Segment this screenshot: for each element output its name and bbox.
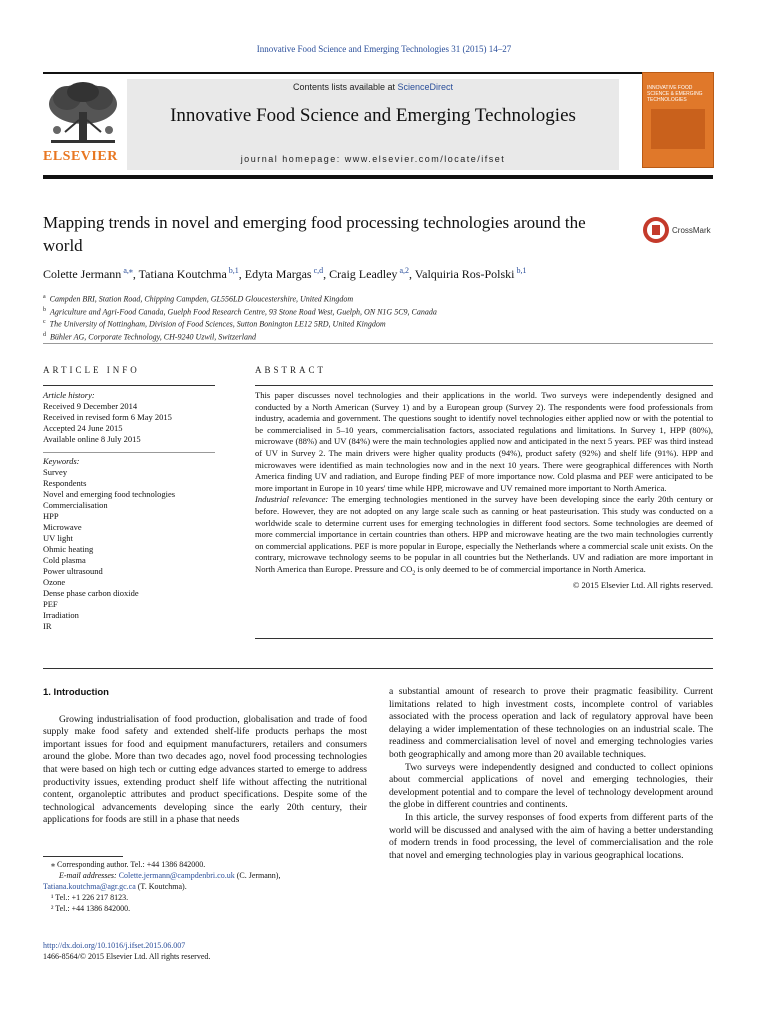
- keyword-item: Cold plasma: [43, 555, 86, 565]
- email-line-2: Tatiana.koutchma@agr.gc.ca (T. Koutchma).: [43, 882, 187, 891]
- abstract-text: [255, 390, 713, 592]
- doi-block: [43, 940, 210, 962]
- keyword-item: Survey: [43, 467, 68, 477]
- author-affiliation-marker[interactable]: b,1: [516, 266, 527, 275]
- author-separator: ,: [238, 267, 245, 281]
- journal-reference[interactable]: Innovative Food Science and Emerging Technologies 31 (2015) 14–27: [256, 44, 512, 54]
- svg-text:CrossMark: CrossMark: [672, 226, 711, 235]
- author-affiliation-marker[interactable]: b,1: [228, 266, 239, 275]
- author-name[interactable]: Colette Jermann: [43, 267, 122, 281]
- elsevier-tree-logo: [43, 80, 123, 148]
- footnote-2: ² Tel.: +44 1386 842000.: [51, 904, 131, 913]
- history-item: Available online 8 July 2015: [43, 434, 141, 444]
- keyword-item: Respondents: [43, 478, 87, 488]
- affiliation-list: [43, 292, 713, 343]
- footnote-1: ¹ Tel.: +1 226 217 8123.: [51, 893, 129, 902]
- author-name[interactable]: Craig Leadley: [329, 267, 398, 281]
- keywords-label: Keywords:: [43, 456, 80, 466]
- author-name[interactable]: Valquiria Ros-Polski: [414, 267, 515, 281]
- abstract-paragraph-2: Industrial relevance: The emerging technologies mentioned in the survey have been developing since the early 20th century or before. However, they are not adopted on any large scale such as canning or heat pasteurisation. This study was conducted on a worldwide scale to determine current uses for emerging technologies in different food sectors. Some technologies are deemed of more commercial importance in certain countries than others. HPP and microwave heating are the two main technologies currently on commercial applications. PEF is more popular in Europe, especially the Netherlands where a commercial scale unit exists. On the contrary, microwave technology seems to be popular in all countries but the Netherlands. UV and radiation are more important in North America than Europe. Pressure and $CO_2$ is only deemed to be of commercial importance in North America.: [255, 494, 713, 577]
- publisher-wordmark: ELSEVIER: [43, 149, 118, 164]
- cover-image: [651, 109, 705, 149]
- section-rule: [43, 343, 713, 344]
- abstract-copyright: © 2015 Elsevier Ltd. All rights reserved.: [572, 580, 713, 591]
- keyword-item: IR: [43, 621, 52, 631]
- cover-title: INNOVATIVE FOOD SCIENCE & EMERGING TECHNOLOGIES: [647, 85, 703, 103]
- crossmark-badge[interactable]: [642, 215, 714, 250]
- affiliation-item: $^a$ Campden BRI, Station Road, Chipping Campden, GL556LD Gloucestershire, United Kingdom: [43, 294, 354, 304]
- issn-line: 1466-8564/© 2015 Elsevier Ltd. All rights reserved.: [43, 952, 211, 961]
- abstract-rule: [255, 385, 713, 386]
- author-affiliation-marker[interactable]: c,d: [313, 266, 324, 275]
- keyword-item: Microwave: [43, 522, 82, 532]
- intro-paragraph-1-cont: a substantial amount of research to prove their pragmatic feasibility. Current limitations related to high investment costs, incomplete control of variables associated with the process operation and lack of regulatory approval have been delaying a wider implementation of these technologies on an industrial scale. The readiness and commercialisation level of novel and emerging technologies varies both geographically and among more than 20 available techniques.: [389, 686, 713, 760]
- intro-paragraph-1: Growing industrialisation of food production, globalisation and trade of food supply make food safety and extended shelf-life products perhaps the most important issues for food and equipment manufacturers, retailers and consumers around the globe. More than two decades ago, novel food processing technologies that were based on high tech or cutting edge advances started to emerge to address productivity issues, extending product shelf life without affecting the nutritional content, organoleptic attributes and product specifications. Despite some of the technological advancements developing since the early 20th century, their applications for foods are still in a phase that needs: [43, 713, 367, 826]
- affiliation-item: $^d$ Bühler AG, Corporate Technology, CH-9240 Uzwil, Switzerland: [43, 331, 257, 342]
- intro-paragraph-2: Two surveys were independently designed and conducted to collect opinions about commercial applications of novel and emerging technologies, their development potential and to compare the level of technology development around the globe in different countries and continents.: [389, 761, 713, 811]
- keyword-item: PEF: [43, 599, 58, 609]
- keyword-item: Commercialisation: [43, 500, 108, 510]
- abstract-paragraph-1: This paper discusses novel technologies and their applications in the world. Two surveys were independently designed and conducted by a North American (Survey 1) and by a European group (Survey 2). The respondents were food professionals from industry, academia and government. The questions sought to identify novel technologies either applied now or with the potential to be commercialised in 5–10 years, commercialisation factors, associated regulations and limitations. In Survey 1, HPP (80%), microwave (88%) and UV (84%) were the main technologies applied now and anticipated in the next 5 years. PEF was third instead of UV in Survey 2. The main drivers were higher quality products (94%), product safety (92%) and shelf life (91%). HPP and microwaves were identified as main technologies now and in the next 10 years. There were geographical differences with North America finding UV and radiation, and Europe finding PEF of more importance now. Cold plasma and PEF were anticipated to be more important in Europe in 10 years' time while HPP, microwave and UV remained more important to North America.: [255, 390, 713, 493]
- keyword-item: Novel and emerging food technologies: [43, 489, 176, 499]
- abstract-bottom-rule: [255, 638, 713, 639]
- history-item: Accepted 24 June 2015: [43, 423, 123, 433]
- article-title: Mapping trends in novel and emerging food processing technologies around the world: [43, 213, 586, 255]
- keyword-item: Ohmic heating: [43, 544, 94, 554]
- doi-link[interactable]: http://dx.doi.org/10.1016/j.ifset.2015.06.007: [43, 941, 186, 950]
- article-info-heading: ARTICLE INFO: [43, 365, 140, 375]
- keyword-item: HPP: [43, 511, 59, 521]
- author-name[interactable]: Tatiana Koutchma: [138, 267, 227, 281]
- keywords: [43, 456, 215, 632]
- footnotes: [43, 859, 373, 914]
- article-info-rule: [43, 385, 215, 386]
- keyword-item: Power ultrasound: [43, 566, 103, 576]
- section-title: 1. Introduction: [43, 687, 109, 698]
- header-rule-top: [43, 72, 713, 74]
- history-item: Received 9 December 2014: [43, 401, 138, 411]
- body-column-right: [389, 686, 713, 862]
- author-name[interactable]: Edyta Margas: [244, 267, 312, 281]
- affiliation-item: $^b$ Agriculture and Agri-Food Canada, Guelph Food Research Centre, 93 Stone Road West, Guelph, ON N1G 5C9, Canada: [43, 306, 437, 317]
- email-line: E-mail addresses: Colette.jermann@campdenbri.co.uk (C. Jermann),: [59, 871, 281, 880]
- author-list: [43, 266, 713, 282]
- history-item: Received in revised form 6 May 2015: [43, 412, 172, 422]
- body-rule: [43, 668, 713, 669]
- author-separator: ,: [409, 267, 415, 281]
- footnote-rule: [43, 856, 123, 857]
- journal-homepage[interactable]: journal homepage: www.elsevier.com/locate/ifset: [240, 154, 506, 164]
- journal-header-box: [127, 79, 619, 170]
- journal-cover: [642, 72, 714, 168]
- contents-line: Contents lists available at ScienceDirect: [292, 82, 454, 92]
- keyword-item: Irradiation: [43, 610, 79, 620]
- journal-title: Innovative Food Science and Emerging Technologies: [170, 105, 576, 126]
- keyword-item: UV light: [43, 533, 73, 543]
- industrial-relevance-label: Industrial relevance:: [255, 494, 329, 505]
- affiliation-item: $^c$ The University of Nottingham, Division of Food Sciences, Sutton Bonington LE12 5RD, United Kingdom: [43, 319, 386, 329]
- crossmark-icon: [642, 215, 714, 245]
- intro-paragraph-3: In this article, the survey responses of food experts from different parts of the world will be discussed and analysed with the aim of having a better understanding of modern trends in food processing, the level of commercialisation and the role that novel and emerging technologies play in various geographical locations.: [389, 811, 713, 861]
- author-separator: ,: [132, 267, 139, 281]
- author-affiliation-marker[interactable]: a,2: [399, 266, 409, 275]
- body-column-left: [43, 687, 367, 827]
- sciencedirect-link[interactable]: ScienceDirect: [397, 82, 454, 92]
- author-separator: ,: [323, 267, 330, 281]
- keyword-item: Ozone: [43, 577, 66, 587]
- author-affiliation-marker[interactable]: a,⁎: [123, 266, 133, 275]
- email-link-koutchma[interactable]: Tatiana.koutchma@agr.gc.ca: [43, 882, 136, 891]
- keyword-item: Dense phase carbon dioxide: [43, 588, 139, 598]
- corresponding-author-note: ⁎ Corresponding author. Tel.: +44 1386 842000.: [51, 860, 206, 869]
- article-history: [43, 390, 215, 445]
- email-link-jermann[interactable]: Colette.jermann@campdenbri.co.uk: [118, 871, 235, 880]
- abstract-heading: ABSTRACT: [255, 365, 327, 375]
- keywords-rule: [43, 452, 215, 453]
- header-rule-bottom: [43, 175, 713, 179]
- history-label: Article history:: [43, 390, 95, 400]
